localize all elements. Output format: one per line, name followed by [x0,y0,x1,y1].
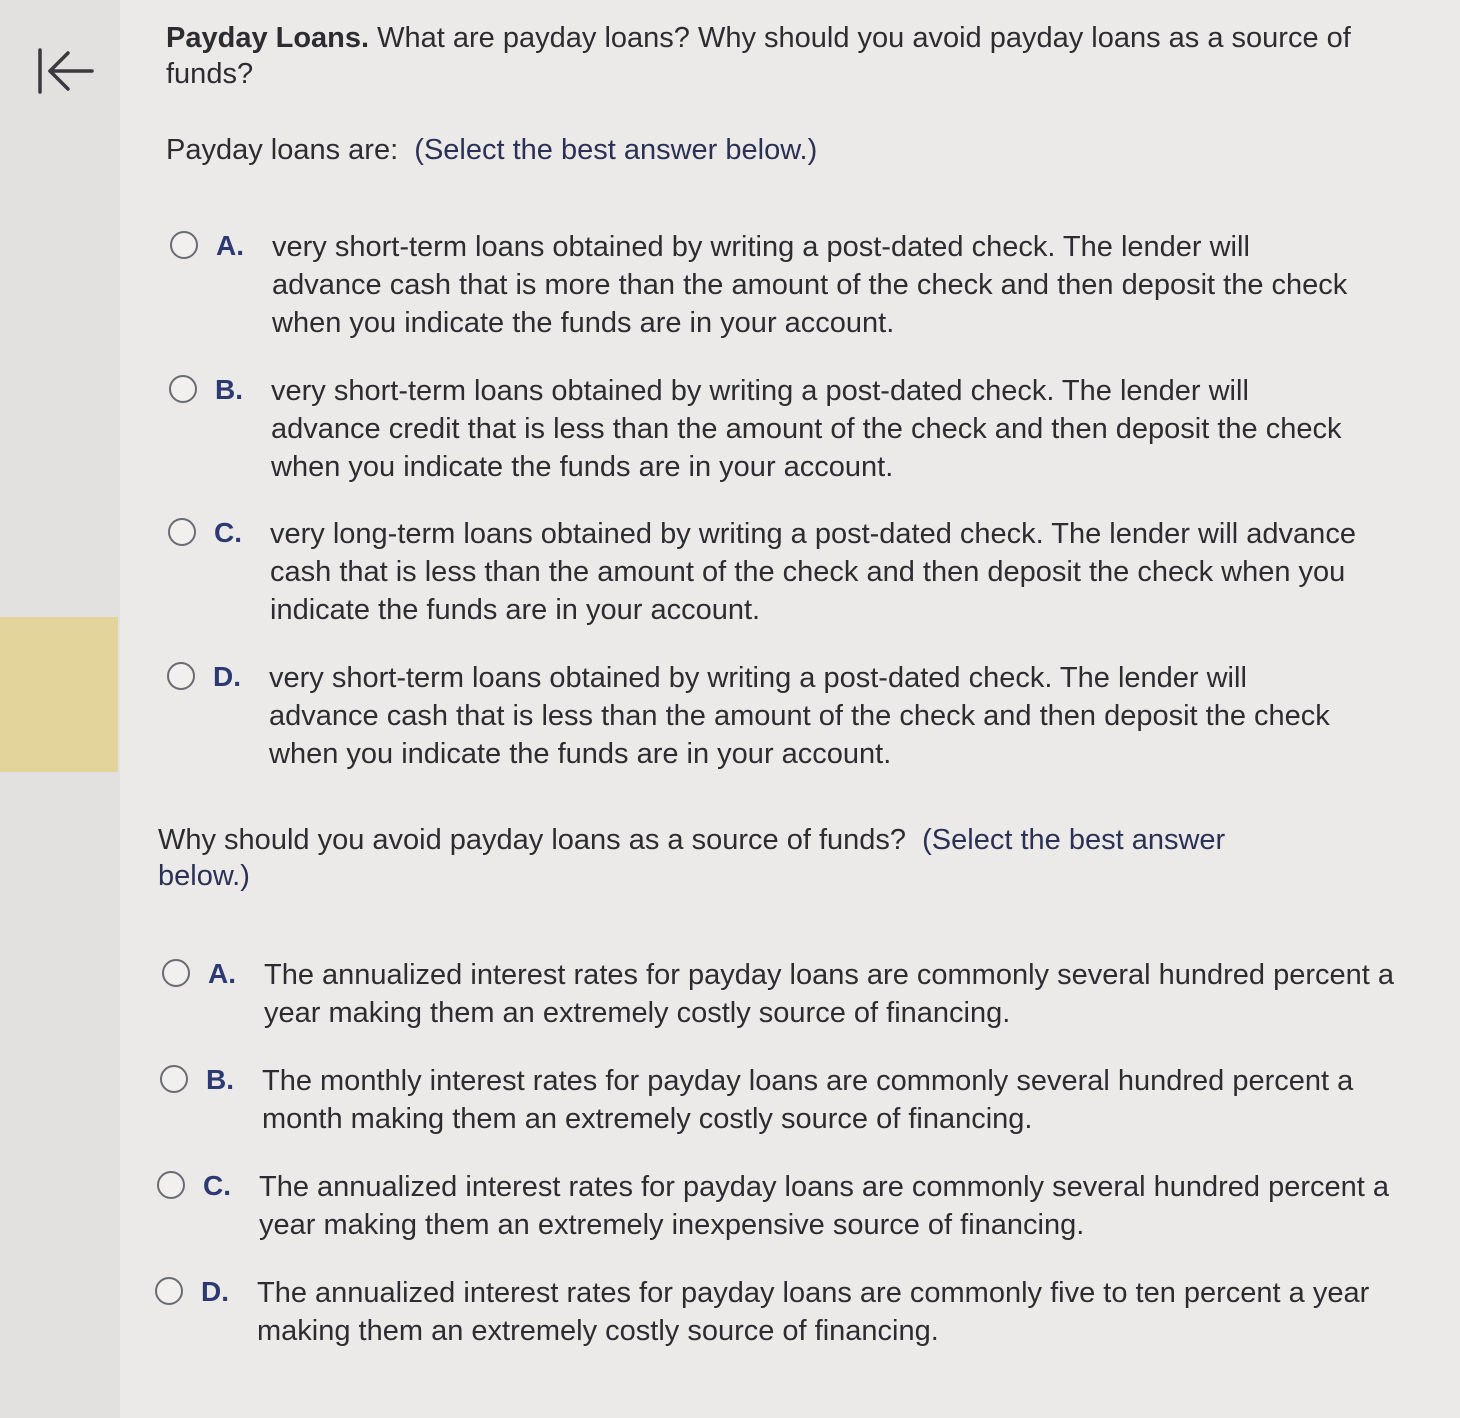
q2-option-d-radio[interactable] [155,1277,183,1305]
q2-option-d-letter: D. [201,1276,229,1307]
q1-option-a[interactable] [170,228,1370,342]
question-title [166,20,1366,92]
q2-option-c-radio[interactable] [157,1171,185,1199]
q2-option-b[interactable] [160,1062,1400,1138]
question-title-bold: Payday Loans. [166,22,370,54]
q2-option-d[interactable] [155,1274,1405,1350]
q1-option-a-text: very short-term loans obtained by writing a post-dated check. The lender will advance cash that is more than the amount of the check and then deposit the check when you indicate the funds are in your account. [272,231,1348,339]
q2-option-a-text: The annualized interest rates for payday loans are commonly several hundred percent a year making them an extremely costly source of financing. [264,959,1395,1029]
back-to-start-button[interactable] [34,44,98,98]
q1-hint: (Select the best answer below.) [414,134,818,166]
q1-option-a-letter: A. [216,230,244,261]
q2-option-c-letter: C. [203,1170,231,1201]
q2-prompt [158,822,1238,894]
question-title-text: What are payday loans? Why should you avoid payday loans as a source of funds? [166,22,1351,90]
sidebar-highlight [0,617,118,772]
q2-hint: (Select the best answer below.) [158,824,1226,892]
q1-option-c-radio[interactable] [168,518,196,546]
q1-option-c-text: very long-term loans obtained by writing a post-dated check. The lender will advance cash that is less than the amount of the check and then deposit the check when you indicate the funds are in your account. [270,518,1356,626]
back-to-start-icon [34,44,98,98]
q1-option-d-text: very short-term loans obtained by writing a post-dated check. The lender will advance cash that is less than the amount of the check and then deposit the check when you indicate the funds are in your account. [269,662,1330,770]
q1-option-d[interactable] [167,659,1367,773]
q1-prompt [166,132,1066,168]
q1-option-c[interactable] [168,515,1368,629]
q1-prompt-text: Payday loans are: [166,134,399,166]
q2-option-c-text: The annualized interest rates for payday loans are commonly several hundred percent a year making them an extremely inexpensive source of financing. [259,1171,1390,1241]
q1-option-d-letter: D. [213,661,241,692]
q1-option-d-radio[interactable] [167,662,195,690]
q1-option-b-radio[interactable] [169,375,197,403]
left-sidebar [0,0,122,1418]
q2-option-d-text: The annualized interest rates for payday loans are commonly five to ten percent a year making them an extremely costly source of financing. [257,1277,1370,1347]
q1-option-c-letter: C. [214,517,242,548]
q1-option-b-text: very short-term loans obtained by writing a post-dated check. The lender will advance credit that is less than the amount of the check and then deposit the check when you indicate the funds are in your account. [271,375,1342,483]
q1-option-b[interactable] [169,372,1369,486]
q1-option-b-letter: B. [215,374,243,405]
q1-option-a-radio[interactable] [170,231,198,259]
q2-option-a-letter: A. [208,958,236,989]
q2-option-b-letter: B. [206,1064,234,1095]
q2-option-a-radio[interactable] [162,959,190,987]
q2-option-a[interactable] [162,956,1402,1032]
q2-option-c[interactable] [157,1168,1397,1244]
q2-prompt-text: Why should you avoid payday loans as a source of funds? [158,824,907,856]
q2-option-b-text: The monthly interest rates for payday loans are commonly several hundred percent a month making them an extremely costly source of financing. [262,1065,1354,1135]
q2-option-b-radio[interactable] [160,1065,188,1093]
